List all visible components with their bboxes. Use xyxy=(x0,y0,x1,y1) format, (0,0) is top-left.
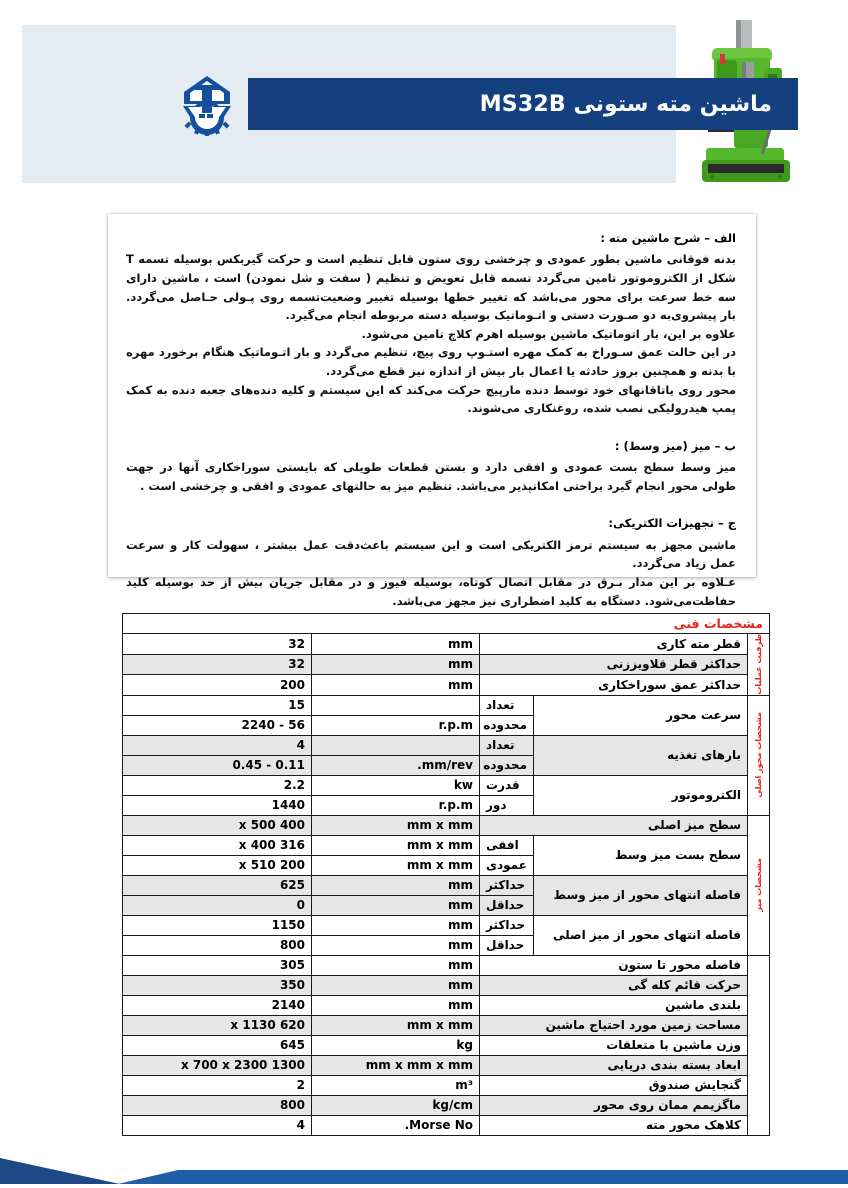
spec-row-label: قطر مته کاری xyxy=(480,634,748,655)
spec-row-value: 316 x 400 xyxy=(123,835,312,855)
spec-row-label: فاصله انتهای محور از میز وسط xyxy=(534,875,748,915)
spec-group-label xyxy=(748,815,770,955)
section-divider-a-b xyxy=(126,418,736,438)
spec-row-value: 350 xyxy=(123,975,312,995)
product-title-bar xyxy=(248,78,798,130)
spec-group-label xyxy=(748,695,770,815)
spec-row-unit xyxy=(312,735,480,755)
spec-row-sublabel: دور xyxy=(480,795,534,815)
spec-table-row xyxy=(123,815,770,835)
spec-row-unit: mm x mm x mm xyxy=(312,1055,480,1075)
spec-table-row xyxy=(123,1115,770,1135)
spec-row-value: 1150 xyxy=(123,915,312,935)
spec-row-label: سطح میز اصلی xyxy=(480,815,748,835)
spec-row-label: ماگزیمم ممان روی محور xyxy=(480,1095,748,1115)
spec-row-value: 0 xyxy=(123,895,312,915)
spec-table-row xyxy=(123,775,770,795)
spec-row-unit: mm x mm xyxy=(312,815,480,835)
spec-row-sublabel: محدوده xyxy=(480,755,534,775)
spec-row-value: 200 xyxy=(123,675,312,696)
spec-row-label: مساحت زمین مورد احتیاج ماشین xyxy=(480,1015,748,1035)
spec-row-sublabel: حداکثر xyxy=(480,875,534,895)
spec-table-title-row xyxy=(123,614,770,634)
spec-row-unit: mm x mm xyxy=(312,1015,480,1035)
spec-table-row xyxy=(123,675,770,696)
section-a-heading: الف – شرح ماشین مته : xyxy=(600,231,736,245)
spec-table-row xyxy=(123,995,770,1015)
spec-row-label: وزن ماشین با متعلقات xyxy=(480,1035,748,1055)
spec-table-row xyxy=(123,634,770,655)
spec-row-unit: mm xyxy=(312,955,480,975)
section-a-paragraph-1: بدنه فوقانی ماشین بطور عمودی و چرخشی روی ستون قابل تنظیم است و حرکت گیربکس بوسیله تسمه T شکل از الکتروموتور تامین می‌گردد تسمه قابل تعویض و تنظیم ( سفت و شل نمودن) است ، ماشین دارای سه خط سرعت برای محور می‌باشد که تغییر خطها بوسیله تغییر وضعیت‌تسمه روی پـولی حـاصل می‌گردد. بار پیشروی‌به دو صـورت دستی و اتـوماتیک بوسیله دسته مربوطه انجام می‌گیرد. xyxy=(126,252,736,323)
spec-row-value: 2140 xyxy=(123,995,312,1015)
section-c-heading: ج – تجهیزات الکتریکی: xyxy=(608,516,736,531)
spec-table-row xyxy=(123,1015,770,1035)
spec-group-label xyxy=(748,634,770,696)
spec-table-row xyxy=(123,955,770,975)
spec-row-label: سطح بست میز وسط xyxy=(534,835,748,875)
spec-group-label-text: مشخصات میز xyxy=(753,858,763,913)
spec-table-row xyxy=(123,1095,770,1115)
spec-row-sublabel: عمودی xyxy=(480,855,534,875)
spec-row-unit: mm xyxy=(312,995,480,1015)
spec-row-unit: r.p.m xyxy=(312,715,480,735)
spec-row-value: 56 - 2240 xyxy=(123,715,312,735)
section-divider-b-c xyxy=(126,495,736,515)
spec-table-row xyxy=(123,875,770,895)
section-c-paragraph-1: ماشین مجهز به سیستم ترمز الکتریکی است و این سیستم باعث‌دقت عمل بیشتر ، سهولت کار و سرعت عمل زیاد می‌گردد. xyxy=(126,537,736,571)
spec-row-value: 2.2 xyxy=(123,775,312,795)
spec-row-label: بارهای تغذیه xyxy=(534,735,748,775)
spec-row-sublabel: تعداد xyxy=(480,695,534,715)
spec-row-sublabel: افقی xyxy=(480,835,534,855)
spec-group-label xyxy=(748,955,770,1135)
spec-row-value: 4 xyxy=(123,735,312,755)
spec-row-value: 800 xyxy=(123,1095,312,1115)
spec-row-unit: mm xyxy=(312,975,480,995)
spec-row-value: 32 xyxy=(123,634,312,655)
spec-row-sublabel: محدوده xyxy=(480,715,534,735)
spec-row-label: فاصله محور تا ستون xyxy=(480,955,748,975)
spec-row-label: کلاهک محور مته xyxy=(480,1115,748,1135)
spec-row-label: حداکثر عمق سوراخکاری xyxy=(480,675,748,696)
spec-row-unit: r.p.m xyxy=(312,795,480,815)
spec-row-value: 15 xyxy=(123,695,312,715)
spec-table-row xyxy=(123,1035,770,1055)
spec-table-title: مشخصات فنی xyxy=(673,616,763,631)
spec-row-label: الکتروموتور xyxy=(534,775,748,815)
spec-row-sublabel: حداقل xyxy=(480,935,534,955)
spec-row-value: 1440 xyxy=(123,795,312,815)
description-card xyxy=(108,214,756,608)
spec-row-unit: m³ xyxy=(312,1075,480,1095)
spec-row-label: گنجایش صندوق xyxy=(480,1075,748,1095)
spec-row-unit: mm xyxy=(312,875,480,895)
spec-row-unit: mm/rev. xyxy=(312,755,480,775)
gear-emblem-logo xyxy=(172,70,242,140)
spec-group-label-text: مشخصات محور اصلی xyxy=(753,712,763,798)
technical-specifications-table xyxy=(122,613,770,1136)
spec-row-value: 645 xyxy=(123,1035,312,1055)
spec-row-value: 32 xyxy=(123,654,312,675)
spec-row-label: حرکت قائم کله گی xyxy=(480,975,748,995)
section-a-paragraph-2: علاوه بر این، بار اتوماتیک ماشین بوسیله اهرم کلاچ تامین می‌شود. xyxy=(361,326,736,341)
spec-row-value: 0.11 - 0.45 xyxy=(123,755,312,775)
spec-row-value: 625 xyxy=(123,875,312,895)
spec-row-unit: mm x mm xyxy=(312,855,480,875)
spec-row-value: 800 xyxy=(123,935,312,955)
spec-row-label: حداکثر قطر قلاویززنی xyxy=(480,654,748,675)
spec-row-unit: mm xyxy=(312,654,480,675)
spec-row-label: بلندی ماشین xyxy=(480,995,748,1015)
spec-row-unit: Morse No. xyxy=(312,1115,480,1135)
spec-table-row xyxy=(123,1075,770,1095)
spec-row-label: ابعاد بسته بندی دریایی xyxy=(480,1055,748,1075)
spec-row-sublabel: قدرت xyxy=(480,775,534,795)
spec-row-value: 2 xyxy=(123,1075,312,1095)
section-c-paragraph-2: عـلاوه بر این مدار بـرق در مقابل اتصال کوتاه، بوسیله فیوز و در مقابل جریان بیش از حد بوسیله کلید حفاظت‌می‌شود. دستگاه به کلید اضطراری نیز مجهز می‌باشد. xyxy=(126,574,736,608)
spec-table-row xyxy=(123,654,770,675)
spec-row-label: فاصله انتهای محور از میز اصلی xyxy=(534,915,748,955)
spec-table-row xyxy=(123,975,770,995)
spec-row-unit: kg/cm xyxy=(312,1095,480,1115)
spec-table-row xyxy=(123,835,770,855)
spec-group-label-text: ظرفیت عملیات xyxy=(753,634,763,695)
spec-row-unit: kw xyxy=(312,775,480,795)
spec-row-value: 200 x 510 xyxy=(123,855,312,875)
spec-table-row xyxy=(123,915,770,935)
spec-row-label: سرعت محور xyxy=(534,695,748,735)
spec-row-value: 1300 x 700 x 2300 xyxy=(123,1055,312,1075)
spec-row-unit: mm x mm xyxy=(312,835,480,855)
section-b-heading: ب – میز (میز وسط) : xyxy=(614,438,736,453)
section-a-paragraph-3: در این حالت عمق سـوراخ به کمک مهره استـوپ روی پیچ، تنظیم می‌گردد و بار اتـوماتیک هنگام برخورد مهره با بدنه و همچنین بروز حادثه یا اعمال بار بیش از اندازه نیز قطع می‌گردد. xyxy=(126,345,736,378)
spec-table-row xyxy=(123,695,770,715)
footer-accent-bar xyxy=(118,1166,848,1184)
spec-row-unit xyxy=(312,695,480,715)
spec-row-unit: mm xyxy=(312,935,480,955)
spec-table-row xyxy=(123,1055,770,1075)
page-title: ماشین مته ستونی MS32B xyxy=(479,91,772,117)
spec-table-row xyxy=(123,735,770,755)
spec-row-sublabel: حداکثر xyxy=(480,915,534,935)
spec-row-value: 620 x 1130 xyxy=(123,1015,312,1035)
spec-row-sublabel: تعداد xyxy=(480,735,534,755)
spec-row-sublabel: حداقل xyxy=(480,895,534,915)
footer-left-wedge xyxy=(0,1152,120,1184)
section-a-paragraph-4: محور روی یاتاقانهای خود توسط دنده مارپیچ حرکت می‌کند که این سیستم و کلیه دنده‌های جعبه دنده به کمک پمپ هیدرولیکی نصب شده، روغنکاری می‌شوند. xyxy=(126,382,736,416)
spec-row-value: 4 xyxy=(123,1115,312,1135)
spec-row-unit: mm xyxy=(312,634,480,655)
spec-row-unit: mm xyxy=(312,895,480,915)
spec-row-value: 305 xyxy=(123,955,312,975)
spec-row-unit: kg xyxy=(312,1035,480,1055)
spec-row-value: 400 x 500 xyxy=(123,815,312,835)
spec-row-unit: mm xyxy=(312,675,480,696)
spec-row-unit: mm xyxy=(312,915,480,935)
section-b-paragraph-1: میز وسط سطح بست عمودی و افقی دارد و بستن قطعات طویلی که بایستی سوراخکاری آنها در جهت طولی محور انجام گیرد براحتی امکانپذیر می‌باشد. تنظیم میز به حالتهای عمودی و افقی و چرخشی است . xyxy=(126,460,736,493)
